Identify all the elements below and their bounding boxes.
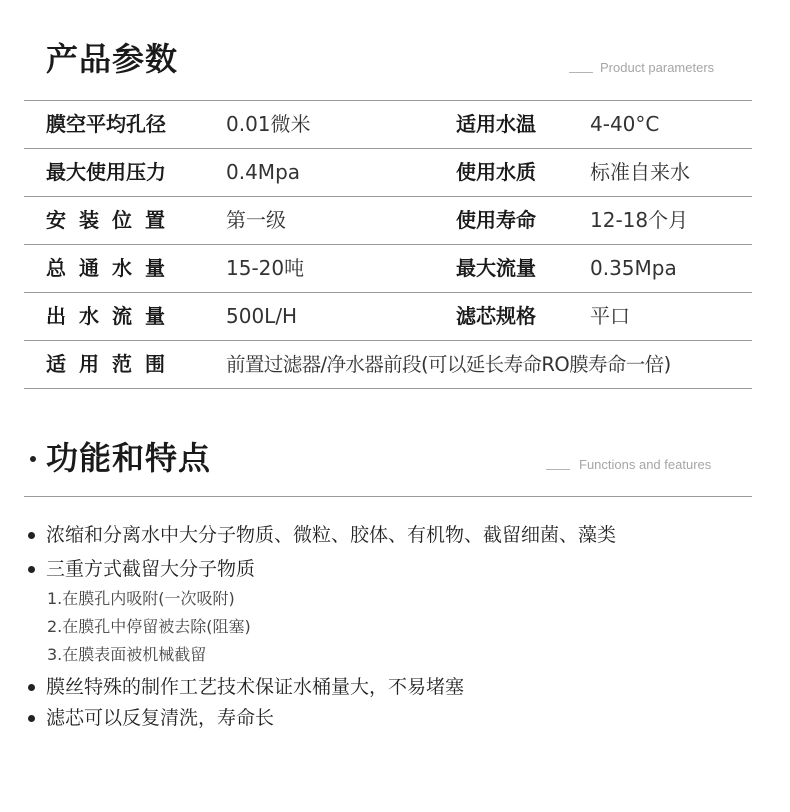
param-label: 滤芯规格 bbox=[456, 304, 536, 328]
table-row bbox=[24, 245, 752, 293]
param-label: 最大流量 bbox=[456, 256, 536, 280]
features-subtitle-line bbox=[546, 469, 570, 470]
features-section-subtitle: Functions and features bbox=[579, 457, 712, 472]
table-row bbox=[24, 197, 752, 245]
param-label: 适用范围 bbox=[46, 352, 178, 376]
param-value: 15-20吨 bbox=[226, 256, 305, 280]
param-value: 前置过滤器/净水器前段(可以延长寿命RO膜寿命一倍) bbox=[226, 353, 671, 376]
bullet-dot bbox=[28, 566, 35, 573]
sub-list-item: 1.在膜孔内吸附(一次吸附) bbox=[47, 589, 235, 608]
bullet-dot bbox=[28, 715, 35, 722]
param-value: 0.01微米 bbox=[226, 112, 311, 136]
param-value: 第一级 bbox=[226, 208, 286, 232]
param-label: 出水流量 bbox=[46, 304, 178, 328]
param-value: 0.4Mpa bbox=[226, 160, 301, 184]
bullet-dot bbox=[28, 684, 35, 691]
list-item bbox=[28, 554, 758, 585]
sub-list-item: 2.在膜孔中停留被去除(阻塞) bbox=[47, 617, 251, 636]
list-item bbox=[28, 672, 758, 703]
param-label: 总通水量 bbox=[46, 256, 178, 280]
features-list bbox=[28, 520, 758, 734]
param-value: 4-40°C bbox=[590, 112, 660, 136]
param-value: 标准自来水 bbox=[590, 160, 690, 184]
params-subtitle-line bbox=[569, 72, 593, 73]
param-value: 0.35Mpa bbox=[590, 256, 677, 280]
table-row bbox=[24, 341, 752, 389]
param-label: 最大使用压力 bbox=[46, 160, 166, 184]
list-item bbox=[28, 703, 758, 734]
param-value: 12-18个月 bbox=[590, 208, 689, 232]
sub-list-item: 3.在膜表面被机械截留 bbox=[47, 645, 207, 664]
params-table bbox=[24, 100, 752, 389]
features-divider bbox=[24, 496, 752, 497]
table-row bbox=[24, 101, 752, 149]
table-row bbox=[24, 293, 752, 341]
feature-text: 浓缩和分离水中大分子物质、微粒、胶体、有机物、截留细菌、藻类 bbox=[46, 524, 617, 546]
param-label: 适用水温 bbox=[456, 112, 536, 136]
param-label: 安装位置 bbox=[46, 208, 178, 232]
table-row bbox=[24, 149, 752, 197]
feature-text: 三重方式截留大分子物质 bbox=[46, 558, 256, 580]
param-label: 使用水质 bbox=[456, 160, 536, 184]
param-value: 平口 bbox=[590, 304, 630, 328]
param-value: 500L/H bbox=[226, 304, 298, 328]
list-item bbox=[28, 520, 758, 551]
param-label: 使用寿命 bbox=[456, 208, 536, 232]
params-section-title: 产品参数 bbox=[46, 40, 179, 78]
features-section-title: 功能和特点 bbox=[46, 439, 212, 477]
feature-text: 滤芯可以反复清洗，寿命长 bbox=[46, 707, 275, 729]
params-section-subtitle: Product parameters bbox=[600, 60, 715, 75]
bullet-dot bbox=[28, 532, 35, 539]
param-label: 膜空平均孔径 bbox=[46, 112, 166, 136]
feature-text: 膜丝特殊的制作工艺技术保证水桶量大，不易堵塞 bbox=[46, 676, 465, 698]
features-title-bullet bbox=[30, 456, 36, 462]
